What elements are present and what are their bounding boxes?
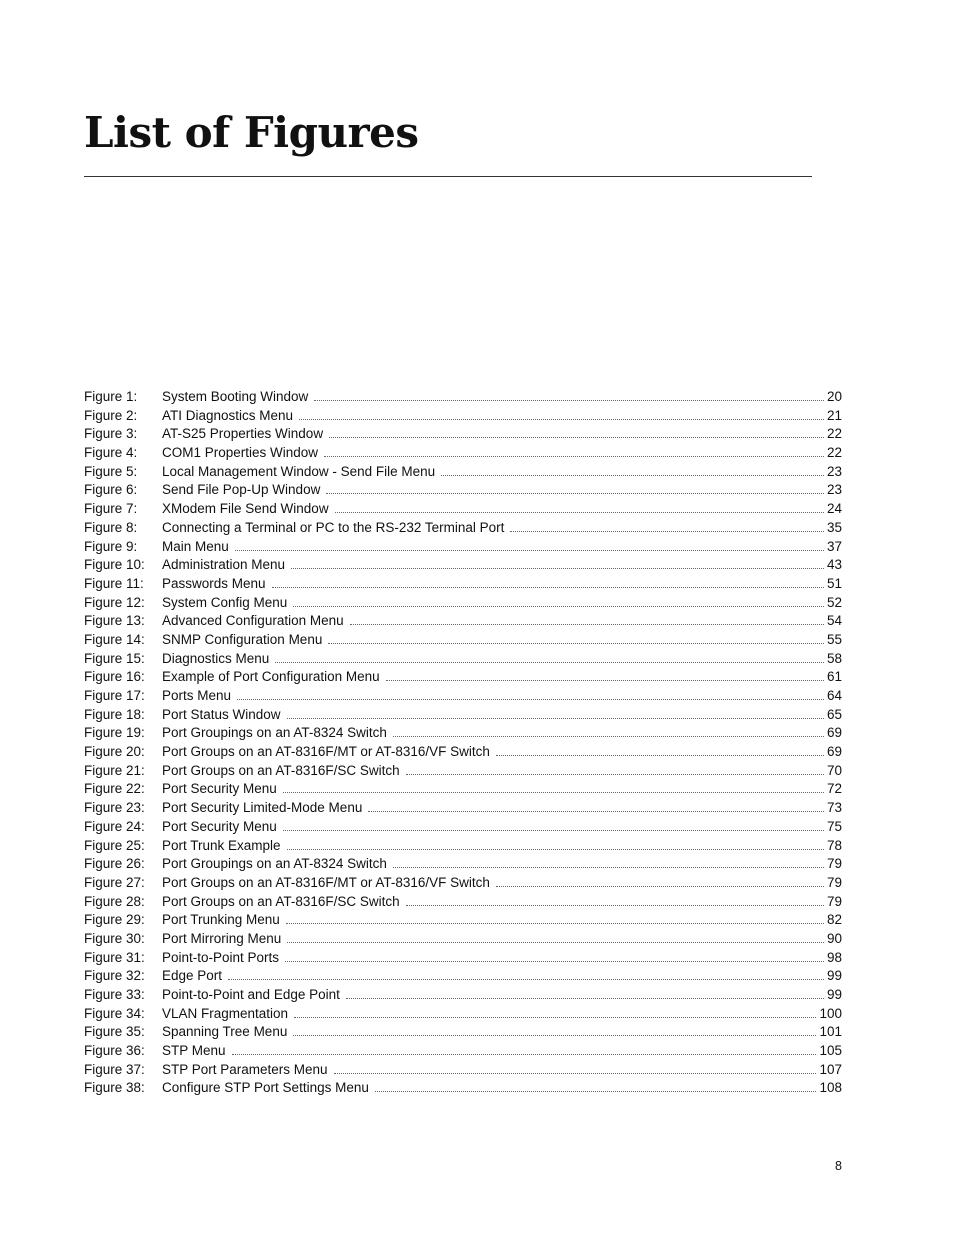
figure-page-number: 101 [819, 1024, 842, 1040]
figure-entry[interactable] [84, 1042, 842, 1061]
figure-page-number: 20 [826, 389, 842, 404]
figure-title: Spanning Tree Menu [162, 1024, 288, 1040]
figure-title: Port Security Menu [162, 818, 277, 834]
figure-page-number: 43 [826, 557, 842, 573]
figure-page-number: 69 [826, 725, 842, 741]
figure-title: STP Port Parameters Menu [162, 1061, 328, 1077]
figure-entry[interactable] [84, 893, 842, 912]
figure-number: Figure 38: [84, 1080, 145, 1096]
figure-page-number: 61 [826, 669, 842, 685]
figure-page-number: 52 [826, 594, 842, 610]
figure-entry[interactable] [84, 706, 842, 725]
figure-page-number: 72 [826, 781, 842, 797]
figure-page-number: 54 [826, 613, 842, 629]
figure-page-number: 55 [826, 631, 842, 647]
dot-leader [393, 867, 824, 868]
figure-entry[interactable] [84, 650, 842, 669]
figure-title: Send File Pop-Up Window [162, 482, 321, 498]
figure-page-number: 58 [826, 650, 842, 666]
dot-leader [293, 1035, 816, 1036]
figure-page-number: 107 [819, 1061, 842, 1077]
figure-number: Figure 11: [84, 575, 144, 591]
figure-number: Figure 35: [84, 1024, 145, 1040]
dot-leader [375, 1091, 817, 1092]
figure-number: Figure 17: [84, 688, 145, 703]
dot-leader [287, 849, 824, 850]
figure-title: Point-to-Point Ports [162, 949, 280, 965]
figure-entry[interactable] [84, 519, 842, 538]
figure-page-number: 22 [826, 426, 842, 442]
dot-leader [232, 1054, 817, 1055]
figure-page-number: 22 [826, 445, 842, 461]
figure-entry[interactable] [84, 594, 842, 613]
figure-entry[interactable] [84, 444, 842, 463]
figure-title: Administration Menu [162, 557, 286, 573]
dot-leader [326, 493, 824, 494]
figure-title: Diagnostics Menu [162, 650, 270, 666]
figure-entry[interactable] [84, 1005, 842, 1024]
figure-entry[interactable] [84, 743, 842, 762]
figure-title: ATI Diagnostics Menu [162, 407, 294, 423]
figure-number: Figure 7: [84, 501, 138, 517]
figure-page-number: 105 [819, 1043, 842, 1059]
figure-number: Figure 12: [84, 594, 145, 610]
dot-leader [329, 437, 824, 438]
figure-page-number: 78 [826, 837, 842, 853]
figure-page-number: 51 [826, 575, 842, 591]
figure-page-number: 108 [819, 1080, 842, 1096]
figure-page-number: 21 [826, 407, 842, 423]
figure-title: System Config Menu [162, 594, 288, 610]
figure-page-number: 98 [826, 949, 842, 965]
figure-entry[interactable] [84, 762, 842, 781]
figure-title: Point-to-Point and Edge Point [162, 987, 340, 1002]
page-number: 8 [835, 1159, 842, 1173]
figure-title: Ports Menu [162, 688, 232, 703]
figure-entry[interactable] [84, 500, 842, 519]
figure-entry[interactable] [84, 612, 842, 631]
figure-number: Figure 23: [84, 800, 145, 816]
figure-entry[interactable] [84, 986, 842, 1005]
list-of-figures [84, 388, 842, 1098]
figure-entry[interactable] [84, 538, 842, 557]
figure-page-number: 37 [826, 538, 842, 554]
figure-title: Port Security Limited-Mode Menu [162, 800, 363, 816]
figure-title: Example of Port Configuration Menu [162, 669, 380, 685]
dot-leader [510, 531, 824, 532]
figure-number: Figure 32: [84, 968, 145, 984]
figure-title: Port Groups on an AT-8316F/SC Switch [162, 893, 400, 909]
figure-title: Port Groups on an AT-8316F/MT or AT-8316/VF Switch [162, 744, 490, 760]
figure-title: STP Menu [162, 1043, 226, 1059]
figure-number: Figure 13: [84, 613, 145, 629]
figure-entry[interactable] [84, 911, 842, 930]
dot-leader [286, 923, 824, 924]
figure-number: Figure 24: [84, 818, 145, 834]
figure-number: Figure 9: [84, 538, 138, 554]
dot-leader [406, 905, 824, 906]
figure-entry[interactable] [84, 724, 842, 743]
figure-entry[interactable] [84, 631, 842, 650]
figure-page-number: 69 [826, 744, 842, 760]
dot-leader [287, 718, 824, 719]
dot-leader [299, 419, 824, 420]
figure-number: Figure 8: [84, 519, 138, 535]
dot-leader [228, 979, 824, 980]
figure-title: Connecting a Terminal or PC to the RS-232 Terminal Port [162, 519, 505, 535]
dot-leader [275, 662, 824, 663]
figure-number: Figure 1: [84, 389, 138, 404]
figure-title: Port Groups on an AT-8316F/SC Switch [162, 762, 400, 778]
figure-number: Figure 37: [84, 1061, 145, 1077]
figure-entry[interactable] [84, 818, 842, 837]
figure-number: Figure 25: [84, 837, 145, 853]
dot-leader [287, 942, 824, 943]
figure-page-number: 79 [826, 893, 842, 909]
figure-page-number: 24 [826, 501, 842, 517]
dot-leader [314, 400, 824, 401]
figure-number: Figure 5: [84, 463, 138, 479]
figure-number: Figure 6: [84, 482, 138, 498]
figure-title: Port Groups on an AT-8316F/MT or AT-8316/VF Switch [162, 874, 490, 890]
dot-leader [324, 456, 824, 457]
figure-entry[interactable] [84, 780, 842, 799]
figure-title: Port Status Window [162, 706, 281, 722]
dot-leader [237, 699, 824, 700]
figure-entry[interactable] [84, 1023, 842, 1042]
figure-title: COM1 Properties Window [162, 445, 319, 461]
figure-number: Figure 14: [84, 631, 145, 647]
figure-page-number: 99 [826, 987, 842, 1002]
figure-title: Advanced Configuration Menu [162, 613, 344, 629]
dot-leader [272, 587, 824, 588]
dot-leader [406, 774, 824, 775]
dot-leader [293, 606, 824, 607]
dot-leader [291, 568, 824, 569]
figure-page-number: 79 [826, 874, 842, 890]
figure-entry[interactable] [84, 1061, 842, 1080]
figure-number: Figure 4: [84, 445, 138, 461]
figure-title: Port Trunking Menu [162, 912, 280, 928]
dot-leader [496, 755, 824, 756]
figure-entry[interactable] [84, 855, 842, 874]
dot-leader [386, 680, 824, 681]
figure-title: VLAN Fragmentation [162, 1005, 289, 1021]
figure-page-number: 23 [826, 482, 842, 498]
figure-entry[interactable] [84, 799, 842, 818]
figure-number: Figure 18: [84, 706, 145, 722]
figure-entry[interactable] [84, 687, 842, 706]
figure-entry[interactable] [84, 967, 842, 986]
figure-number: Figure 28: [84, 893, 145, 909]
figure-number: Figure 15: [84, 650, 145, 666]
figure-number: Figure 22: [84, 781, 145, 797]
dot-leader [335, 512, 824, 513]
figure-number: Figure 34: [84, 1005, 145, 1021]
figure-page-number: 90 [826, 930, 842, 946]
figure-page-number: 75 [826, 818, 842, 834]
figure-number: Figure 30: [84, 930, 145, 946]
figure-title: Port Mirroring Menu [162, 930, 282, 946]
figure-number: Figure 27: [84, 874, 145, 890]
figure-number: Figure 19: [84, 725, 145, 741]
figure-title: Main Menu [162, 538, 229, 554]
figure-title: AT-S25 Properties Window [162, 426, 324, 442]
dot-leader [496, 886, 824, 887]
figure-entry[interactable] [84, 481, 842, 500]
figure-entry[interactable] [84, 425, 842, 444]
figure-number: Figure 36: [84, 1043, 145, 1059]
figure-number: Figure 16: [84, 669, 145, 685]
figure-entry[interactable] [84, 668, 842, 687]
figure-entry[interactable] [84, 575, 842, 594]
dot-leader [334, 1073, 817, 1074]
figure-title: Port Groupings on an AT-8324 Switch [162, 856, 387, 872]
figure-title: Edge Port [162, 968, 223, 984]
figure-number: Figure 20: [84, 744, 145, 760]
figure-number: Figure 33: [84, 987, 145, 1002]
figure-number: Figure 26: [84, 856, 145, 872]
dot-leader [235, 550, 824, 551]
figure-title: SNMP Configuration Menu [162, 631, 323, 647]
figure-page-number: 70 [826, 762, 842, 778]
figure-page-number: 35 [826, 519, 842, 535]
figure-title: Local Management Window - Send File Menu [162, 463, 436, 479]
page-title: List of Figures [84, 108, 419, 157]
figure-page-number: 73 [826, 800, 842, 816]
figure-title: XModem File Send Window [162, 501, 329, 517]
dot-leader [346, 998, 824, 999]
figure-entry[interactable] [84, 949, 842, 968]
figure-title: Port Groupings on an AT-8324 Switch [162, 725, 387, 741]
figure-page-number: 23 [826, 463, 842, 479]
figure-number: Figure 31: [84, 949, 145, 965]
figure-page-number: 99 [826, 968, 842, 984]
dot-leader [350, 624, 824, 625]
figure-entry[interactable] [84, 463, 842, 482]
figure-number: Figure 2: [84, 407, 138, 423]
figure-entry[interactable] [84, 407, 842, 426]
figure-entry[interactable] [84, 556, 842, 575]
figure-entry[interactable] [84, 874, 842, 893]
figure-entry[interactable] [84, 388, 842, 407]
figure-title: Configure STP Port Settings Menu [162, 1080, 369, 1096]
dot-leader [393, 736, 824, 737]
title-divider [84, 176, 812, 177]
figure-page-number: 100 [819, 1005, 842, 1021]
figure-page-number: 82 [826, 912, 842, 928]
figure-entry[interactable] [84, 930, 842, 949]
figure-title: Port Security Menu [162, 781, 277, 797]
figure-number: Figure 21: [84, 762, 145, 778]
dot-leader [328, 643, 824, 644]
figure-title: Passwords Menu [162, 575, 266, 591]
dot-leader [283, 830, 824, 831]
dot-leader [441, 475, 824, 476]
figure-entry[interactable] [84, 837, 842, 856]
figure-title: System Booting Window [162, 389, 309, 404]
figure-page-number: 65 [826, 706, 842, 722]
figure-number: Figure 29: [84, 912, 145, 928]
figure-page-number: 64 [826, 688, 842, 703]
figure-title: Port Trunk Example [162, 837, 281, 853]
figure-number: Figure 10: [84, 557, 145, 573]
dot-leader [294, 1017, 816, 1018]
dot-leader [283, 792, 824, 793]
dot-leader [368, 811, 824, 812]
figure-page-number: 79 [826, 856, 842, 872]
figure-entry[interactable] [84, 1079, 842, 1098]
figure-number: Figure 3: [84, 426, 138, 442]
dot-leader [285, 961, 824, 962]
